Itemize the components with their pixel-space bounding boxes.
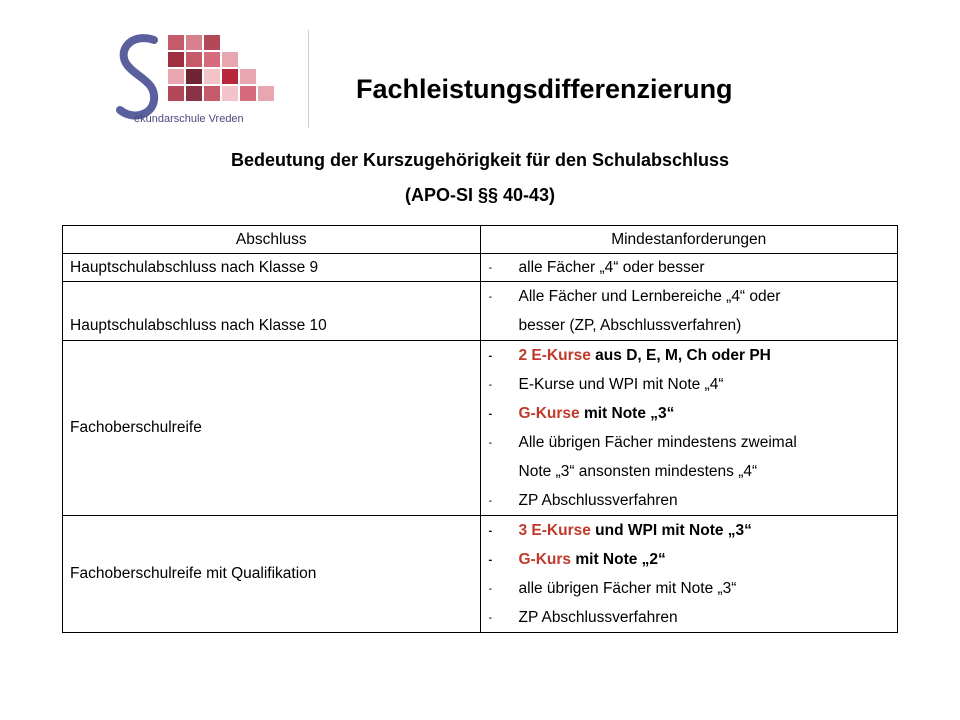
bullet-dash: -: [488, 524, 493, 537]
list-item: [489, 311, 898, 340]
requirements-cell: [480, 254, 898, 282]
subtitle-line-1: Bedeutung der Kurszugehörigkeit für den Schulabschluss: [230, 150, 730, 170]
bullet-dash: -: [488, 611, 493, 624]
item-text: Alle übrigen Fächer mindestens zweimal: [518, 433, 797, 451]
list-item: [489, 341, 898, 370]
list-item: [489, 516, 898, 545]
list-item: [489, 486, 898, 515]
requirements-table: [62, 225, 898, 633]
table-header-row: [63, 226, 898, 254]
bullet-dash: -: [488, 494, 493, 507]
logo-s-shape: [120, 38, 154, 115]
table-row: [63, 341, 898, 516]
bullet-dash: -: [488, 553, 493, 566]
bullet-dash: -: [488, 261, 493, 274]
table-row: [63, 282, 898, 341]
table-row: [63, 516, 898, 633]
item-text: ZP Abschlussverfahren: [518, 608, 678, 626]
requirements-cell: [480, 282, 898, 341]
item-text: Alle Fächer und Lernbereiche „4“ oder: [518, 287, 781, 305]
requirements-cell: [480, 341, 898, 516]
table-row: [63, 254, 898, 282]
abschluss-cell: Fachoberschulreife: [63, 341, 481, 516]
abschluss-cell: Hauptschulabschluss nach Klasse 9: [63, 254, 481, 282]
logo-mosaic: [168, 35, 274, 101]
item-text: und WPI mit Note „3“: [590, 521, 752, 539]
item-text: besser (ZP, Abschlussverfahren): [518, 316, 742, 334]
abschluss-cell: Hauptschulabschluss nach Klasse 10: [63, 282, 481, 341]
list-item: [489, 282, 898, 311]
bullet-dash: -: [488, 582, 493, 595]
item-highlight: G-Kurs: [518, 550, 572, 568]
list-item: [489, 399, 898, 428]
item-text: Note „3“ ansonsten mindestens „4“: [518, 462, 758, 480]
list-item: [489, 428, 898, 457]
list-item: [489, 457, 898, 486]
abschluss-cell: Fachoberschulreife mit Qualifikation: [63, 516, 481, 633]
item-text: ZP Abschlussverfahren: [518, 491, 678, 509]
item-text: E-Kurse und WPI mit Note „4“: [518, 375, 724, 393]
list-item: [489, 603, 898, 632]
item-text: mit Note „2“: [571, 550, 666, 568]
requirements-cell: [480, 516, 898, 633]
list-item: [489, 370, 898, 399]
bullet-dash: -: [488, 407, 493, 420]
item-highlight: 2 E-Kurse: [518, 346, 591, 364]
item-text: alle Fächer „4“ oder besser: [518, 258, 705, 276]
item-highlight: 3 E-Kurse: [518, 521, 591, 539]
header-mindestanforderungen: Mindestanforderungen: [480, 226, 898, 254]
page-title: Fachleistungsdifferenzierung: [356, 74, 733, 104]
item-text: alle übrigen Fächer mit Note „3“: [518, 579, 737, 597]
list-item: [489, 574, 898, 603]
subtitle-line-2: (APO-SI §§ 40-43): [404, 185, 556, 205]
item-text: mit Note „3“: [579, 404, 675, 422]
list-item: [489, 545, 898, 574]
item-text: aus D, E, M, Ch oder PH: [590, 346, 771, 364]
bullet-dash: -: [488, 290, 493, 303]
bullet-dash: -: [488, 436, 493, 449]
logo-text: ekundarschule Vreden: [134, 113, 244, 125]
bullet-dash: -: [488, 349, 493, 362]
list-item: [489, 254, 898, 281]
bullet-dash: -: [488, 378, 493, 391]
logo-divider: [308, 30, 309, 128]
item-highlight: G-Kurse: [518, 404, 580, 422]
header-abschluss: Abschluss: [63, 226, 481, 254]
